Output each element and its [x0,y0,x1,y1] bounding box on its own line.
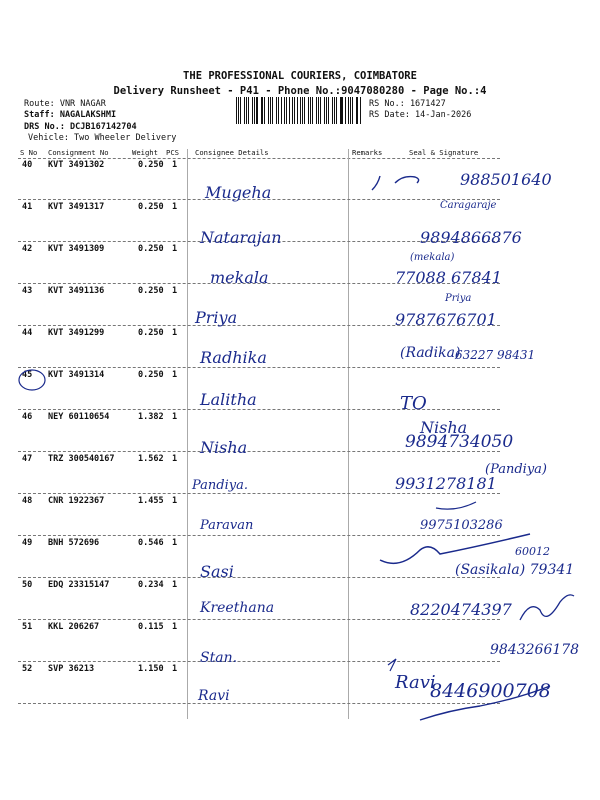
table-row [0,286,600,328]
row-pcs: 1 [172,454,178,464]
row-weight: 0.250 [138,244,164,254]
row-sno: 51 [22,622,33,632]
row-sno: 44 [22,328,33,338]
row-weight: 0.250 [138,286,164,296]
consignee-handwriting: Nisha [200,438,248,457]
consignee-handwriting: Stan. [200,650,238,666]
signature-name-handwriting: Caragaraje [440,200,497,211]
row-divider [18,703,500,704]
col-remarks: Remarks [352,148,383,157]
row-sno: 52 [22,664,33,674]
staff-label: Staff: NAGALAKSHMI [24,110,117,120]
row-consignment-no: KVT 3491309 [48,244,105,254]
row-sno: 47 [22,454,33,464]
row-sno: 42 [22,244,33,254]
seal-signature-handwriting: 9894734050 [405,432,514,452]
rs-date: RS Date: 14-Jan-2026 [369,110,472,120]
row-divider [18,367,500,368]
row-consignment-no: KVT 3491302 [48,160,105,170]
consignee-handwriting: Mugeha [205,183,272,202]
row-divider [18,493,500,494]
row-weight: 1.382 [138,412,164,422]
seal-signature-handwriting: 8446900708 [430,680,551,702]
col-consignment: Consignment No [48,148,109,157]
rs-number: RS No.: 1671427 [369,99,446,109]
seal-signature-handwriting: 77088 67841 [395,268,502,287]
row-sno: 50 [22,580,33,590]
row-weight: 0.115 [138,622,164,632]
row-consignment-no: TRZ 300540167 [48,454,115,464]
row-divider [18,577,500,578]
row-weight: 1.455 [138,496,164,506]
signature-name-handwriting: (mekala) [410,252,455,263]
row-sno: 46 [22,412,33,422]
row-weight: 0.250 [138,160,164,170]
seal-signature-handwriting: 9843266178 [490,642,580,658]
row-consignment-no: KVT 3491136 [48,286,105,296]
route-label: Route: VNR NAGAR [24,99,106,109]
row-consignment-no: KVT 3491317 [48,202,105,212]
vehicle-label: Vehicle: Two Wheeler Delivery [28,133,177,143]
seal-signature-handwriting: 9975103286 [420,518,503,533]
seal-signature-handwriting: 8220474397 [410,600,512,619]
row-sno: 43 [22,286,33,296]
consignee-handwriting: Sasi [200,562,234,581]
signature-name-handwriting: Priya [445,293,472,304]
row-consignment-no: BNH 572696 [48,538,100,548]
row-pcs: 1 [172,538,178,548]
barcode-icon [236,97,364,124]
row-pcs: 1 [172,244,178,254]
header-divider [18,158,500,159]
row-pcs: 1 [172,160,178,170]
row-divider [18,661,500,662]
consignee-handwriting: Paravan [200,518,254,533]
signature-name-handwriting: Nisha [420,418,468,437]
row-pcs: 1 [172,328,178,338]
table-row [0,244,600,286]
row-weight: 0.250 [138,370,164,380]
row-consignment-no: SVP 36213 [48,664,95,674]
row-weight: 0.234 [138,580,164,590]
consignee-handwriting: Radhika [200,348,267,367]
consignee-handwriting: Lalitha [200,390,257,409]
row-consignment-no: NEY 60110654 [48,412,110,422]
row-sno: 40 [22,160,33,170]
row-pcs: 1 [172,496,178,506]
col-weight: Weight [132,148,158,157]
row-pcs: 1 [172,202,178,212]
signature-name-handwriting: (Pandiya) [485,462,548,477]
seal-signature-handwriting: 9931278181 [395,474,497,493]
consignee-handwriting: Kreethana [200,600,275,616]
row-weight: 0.250 [138,202,164,212]
seal-signature-handwriting: 9894866876 [420,228,522,247]
seal-signature-handwriting: 9787676701 [395,310,497,329]
row-divider [18,619,500,620]
seal-signature-handwriting: TO [400,393,427,414]
consignee-handwriting: Natarajan [200,228,282,247]
row-divider [18,409,500,410]
row-consignment-no: CNR 1922367 [48,496,105,506]
table-row [0,370,600,412]
seal-signature-handwriting: (Sasikala) 79341 [455,562,575,578]
seal-signature-handwriting: 988501640 [460,170,552,189]
row-pcs: 1 [172,580,178,590]
row-pcs: 1 [172,412,178,422]
row-sno: 41 [22,202,33,212]
signature-name-handwriting: 60012 [515,545,550,558]
row-pcs: 1 [172,622,178,632]
row-pcs: 1 [172,664,178,674]
signature-name-handwriting: (Radika) [400,345,461,361]
signature-name-handwriting: Ravi [395,672,436,693]
row-consignment-no: KVT 3491299 [48,328,105,338]
row-pcs: 1 [172,370,178,380]
consignee-handwriting: Ravi [198,688,230,704]
consignee-handwriting: Priya [195,308,238,327]
row-sno: 49 [22,538,33,548]
col-sno: S No [20,148,38,157]
row-consignment-no: EDQ 23315147 [48,580,110,590]
row-sno: 48 [22,496,33,506]
row-divider [18,535,500,536]
drs-label: DRS No.: DCJB167142704 [24,122,137,132]
company-title: THE PROFESSIONAL COURIERS, COIMBATORE [183,70,417,82]
row-consignment-no: KKL 206267 [48,622,100,632]
seal-signature-handwriting: 63227 98431 [455,348,536,362]
row-consignment-no: KVT 3491314 [48,370,105,380]
runsheet-subtitle: Delivery Runsheet - P41 - Phone No.:9047080280 - Page No.:4 [113,85,487,97]
col-seal: Seal & Signature [409,148,479,157]
consignee-handwriting: mekala [210,268,269,287]
row-weight: 1.150 [138,664,164,674]
consignee-handwriting: Pandiya. [192,478,248,493]
table-row [0,496,600,538]
row-weight: 0.546 [138,538,164,548]
row-pcs: 1 [172,286,178,296]
col-pcs: PCS [166,148,179,157]
row-weight: 1.562 [138,454,164,464]
row-weight: 0.250 [138,328,164,338]
col-consignee: Consignee Details [195,148,269,157]
row-sno: 45 [22,370,33,380]
